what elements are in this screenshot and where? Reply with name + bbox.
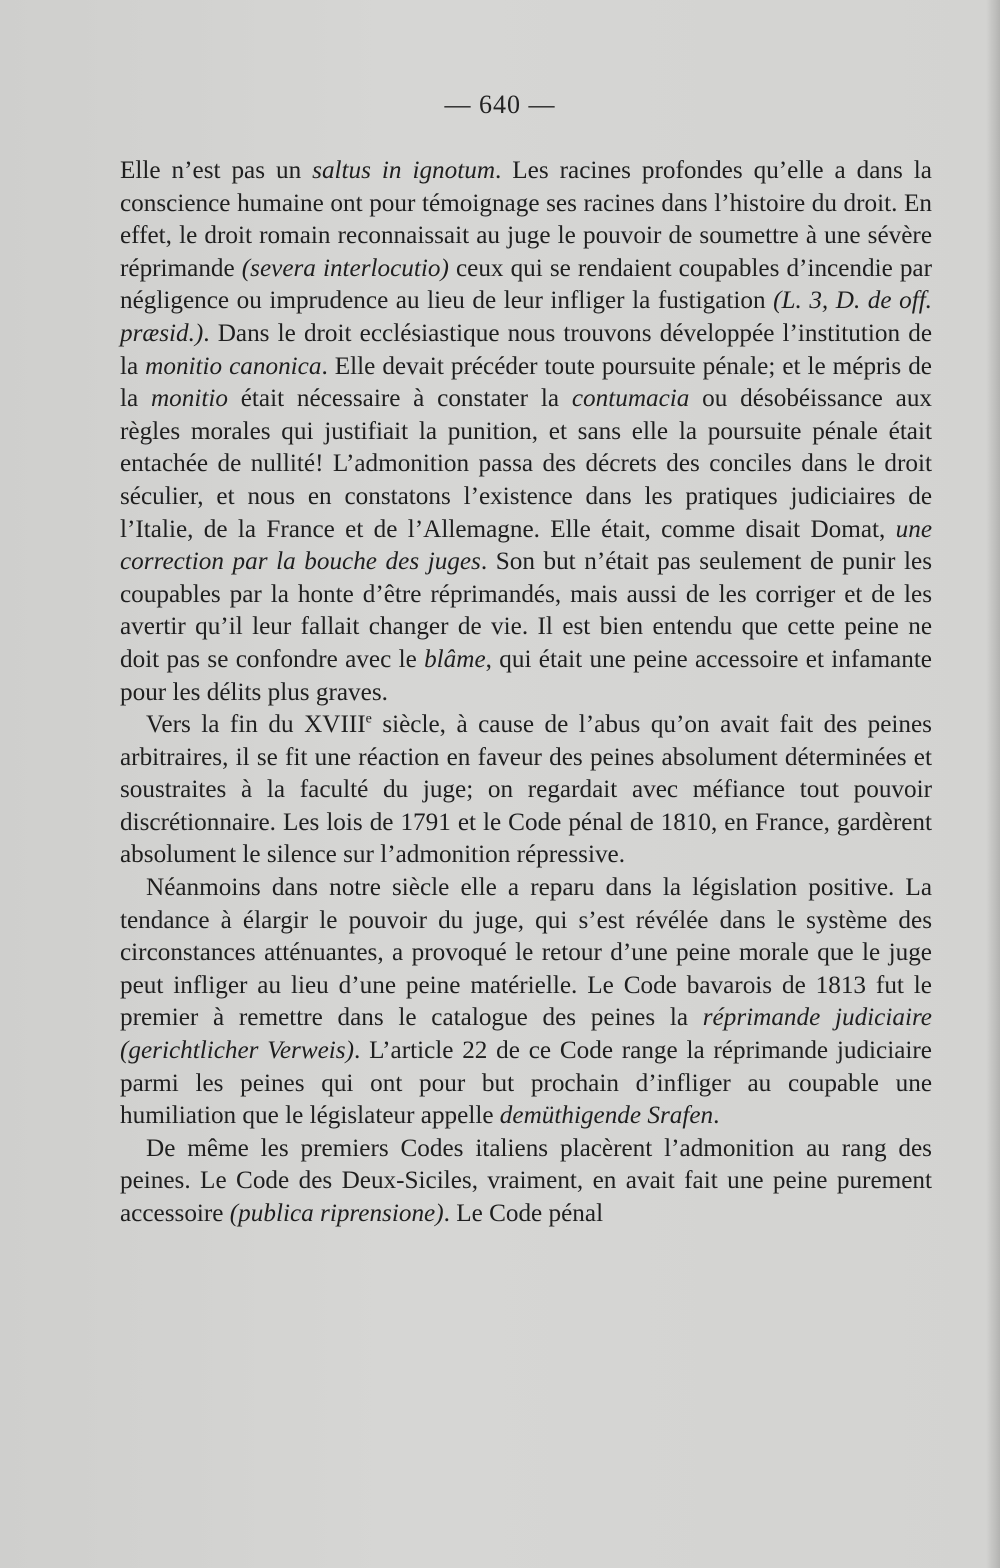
- italic-phrase: monitio canonica: [145, 352, 322, 380]
- page-number: — 640 —: [444, 90, 556, 119]
- italic-phrase: (publica riprensione): [229, 1200, 444, 1227]
- italic-phrase: réprimande judiciaire (gerichtlicher Verweis): [120, 1004, 932, 1065]
- text-run: était nécessaire à constater la: [227, 385, 572, 413]
- italic-phrase: une correction par la bouche des juges: [120, 515, 932, 576]
- body-text: [120, 155, 932, 1231]
- text-run: Néanmoins dans notre siècle elle a reparu dans la législation positive. La tendance à élargir le pouvoir du juge, qui s’est révélée dans le système des circonstances atténuantes, a provoqué le retour d’une peine morale que le juge peut infliger au lieu d’une peine matérielle. Le Code bavarois de 1813 fut le premier à remettre dans le catalogue des peines la: [120, 874, 932, 1032]
- text-run: . Son but n’était pas seulement de punir les coupables par la honte d’être réprimandés, mais aussi de les corriger et de les avertir qu’il leur fallait changer de vie. Il est bien entendu que cette peine ne doit pas se confondre avec le: [120, 548, 932, 673]
- text-run: .: [713, 1102, 720, 1130]
- paragraph: [120, 1133, 932, 1231]
- italic-phrase: (L. 3, D. de off. præsid.): [120, 287, 932, 347]
- italic-phrase: saltus in ignotum: [312, 157, 496, 184]
- italic-phrase: contumacia: [571, 385, 690, 413]
- superscript: e: [365, 711, 372, 727]
- page-edge-shadow: [986, 0, 1000, 1568]
- text-run: . Le Code pénal: [443, 1200, 604, 1227]
- text-run: ou désobéissance aux règles morales qui justifiait la punition, et sans elle la poursuite pénale était entachée de nullité! L’admonition passa des décrets des conciles dans le droit séculier, et nous en constatons l’existence dans les pratiques judiciaires de l’Italie, de la France et de l’Allemagne. Elle était, comme disait Domat,: [120, 385, 933, 543]
- italic-phrase: monitio: [150, 385, 228, 413]
- text-run: , qui était une peine accessoire et infamante pour les délits plus graves.: [120, 645, 932, 706]
- italic-phrase: demüthigende Srafen: [499, 1102, 714, 1130]
- text-run: . Elle devait précéder toute poursuite pénale; et le mépris de la: [120, 352, 932, 413]
- paragraph: [120, 872, 932, 1133]
- text-run: Vers la fin du XVIII: [146, 711, 366, 739]
- text-run: . Les racines profondes qu’elle a dans la conscience humaine ont pour témoignage ses racines dans l’histoire du droit. En effet, le droit romain reconnaissait au juge le pouvoir de soumettre à une sévère réprimande: [120, 157, 932, 282]
- text-run: De même les premiers Codes italiens placèrent l’admonition au rang des peines. Le Code des Deux-Siciles, vraiment, en avait fait une peine purement accessoire: [120, 1134, 932, 1227]
- italic-phrase: blâme: [424, 645, 486, 673]
- text-run: . L’article 22 de ce Code range la réprimande judiciaire parmi les peines qui ont pour but prochain d’infliger au coupable une humiliation que le législateur appelle: [120, 1037, 932, 1130]
- paragraph: [120, 709, 932, 872]
- text-run: ceux qui se rendaient coupables d’incendie par négligence ou imprudence au lieu de leur infliger la fustigation: [120, 254, 932, 315]
- italic-phrase: (severa interlocutio): [241, 254, 449, 282]
- text-run: siècle, à cause de l’abus qu’on avait fait des peines arbitraires, il se fit une réaction en faveur des peines absolument déterminées et soustraites à la faculté du juge; on regardait avec méfiance tout pouvoir discrétionnaire. Les lois de 1791 et le Code pénal de 1810, en France, gardèrent absolument le silence sur l’admonition répressive.: [120, 711, 932, 869]
- paragraph: [120, 155, 932, 709]
- text-run: Elle n’est pas un: [120, 157, 313, 184]
- text-run: . Dans le droit ecclésiastique nous trouvons développée l’institution de la: [120, 319, 932, 380]
